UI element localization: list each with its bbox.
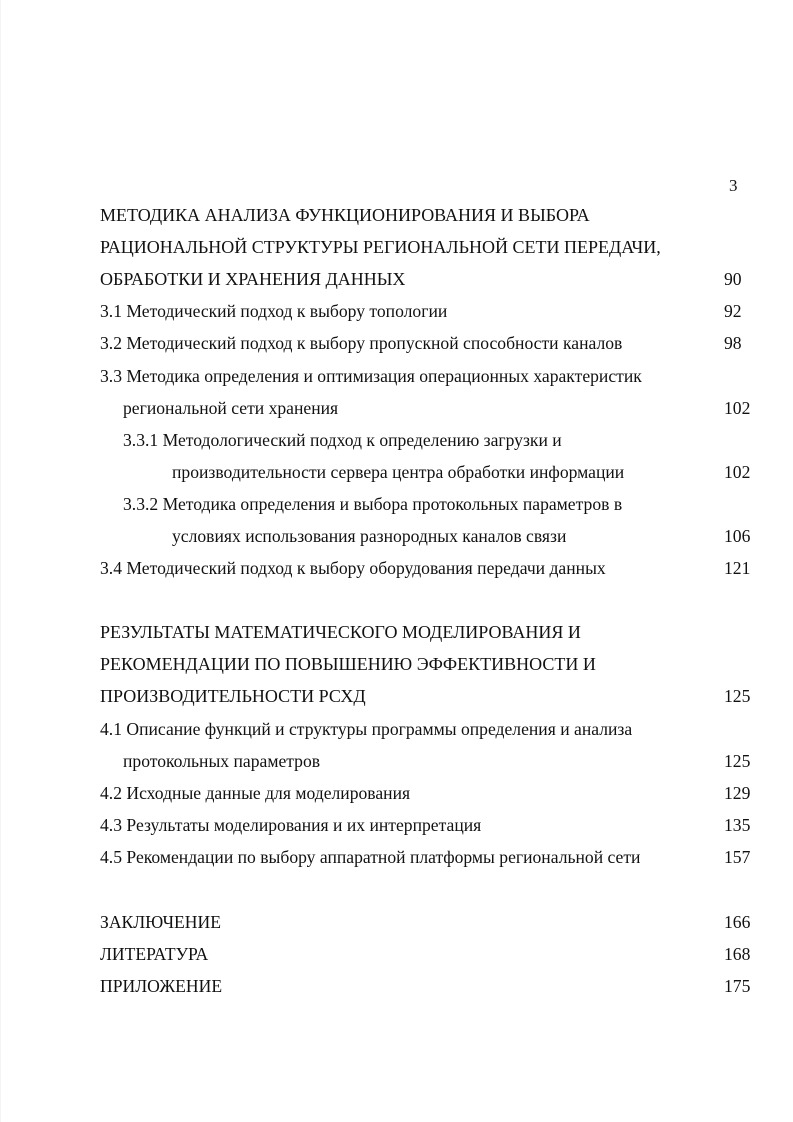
toc-page-number: 166: [724, 912, 751, 932]
toc-page-number: 129: [724, 783, 751, 803]
toc-page-number: 157: [724, 847, 751, 867]
toc-entry-text: ЛИТЕРАТУРА: [100, 944, 209, 964]
toc-entry-text: ОБРАБОТКИ И ХРАНЕНИЯ ДАННЫХ: [100, 269, 406, 289]
toc-page-number: 98: [724, 333, 742, 353]
toc-entry-text: 3.3.1 Методологический подход к определению загрузки и: [123, 430, 562, 450]
toc-page-number: 125: [724, 686, 751, 706]
toc-page-number: 121: [724, 558, 751, 578]
toc-entry-text: РЕКОМЕНДАЦИИ ПО ПОВЫШЕНИЮ ЭФФЕКТИВНОСТИ И: [100, 654, 596, 674]
toc-page-number: 106: [724, 526, 751, 546]
toc-page-number: 90: [724, 269, 742, 289]
toc-entry-text: 4.1 Описание функций и структуры программы определения и анализа: [100, 719, 633, 739]
toc-page-number: 125: [724, 751, 751, 771]
toc-entry-text: 3.4 Методический подход к выбору оборудования передачи данных: [100, 558, 606, 578]
toc-page-number: 168: [724, 944, 751, 964]
toc-entry-text: 4.3 Результаты моделирования и их интерпретация: [100, 815, 482, 835]
toc-entry-text: 4.5 Рекомендации по выбору аппаратной платформы региональной сети: [100, 847, 641, 867]
toc-page-number: 175: [724, 976, 751, 996]
toc-entry-text: 3.2 Методический подход к выбору пропускной способности каналов: [100, 333, 623, 353]
toc-entry-text: ПРИЛОЖЕНИЕ: [100, 976, 223, 996]
toc-entry-text: протокольных параметров: [123, 751, 321, 771]
toc-entry-text: производительности сервера центра обработки информации: [172, 462, 625, 482]
toc-entry-text: МЕТОДИКА АНАЛИЗА ФУНКЦИОНИРОВАНИЯ И ВЫБОРА: [100, 205, 590, 225]
toc-entry-text: региональной сети хранения: [123, 398, 339, 418]
toc-entry-text: 3.3 Методика определения и оптимизация операционных характеристик: [100, 366, 642, 386]
toc-page-number: 135: [724, 815, 751, 835]
toc-page-number: 102: [724, 398, 751, 418]
toc-entry-text: РЕЗУЛЬТАТЫ МАТЕМАТИЧЕСКОГО МОДЕЛИРОВАНИЯ И: [100, 622, 581, 642]
toc-entry-text: РАЦИОНАЛЬНОЙ СТРУКТУРЫ РЕГИОНАЛЬНОЙ СЕТИ ПЕРЕДАЧИ,: [100, 237, 661, 257]
toc-entry-text: 3.3.2 Методика определения и выбора протокольных параметров в: [123, 494, 623, 514]
toc-entry-text: ПРОИЗВОДИТЕЛЬНОСТИ РСХД: [100, 686, 366, 706]
toc-page-number: 92: [724, 301, 742, 321]
page-number: 3: [729, 176, 738, 195]
toc-entry-text: условиях использования разнородных каналов связи: [172, 526, 567, 546]
toc-entry-text: ЗАКЛЮЧЕНИЕ: [100, 912, 221, 932]
toc-entry-text: 4.2 Исходные данные для моделирования: [100, 783, 411, 803]
toc-entry-text: 3.1 Методический подход к выбору топологии: [100, 301, 448, 321]
toc-page-number: 102: [724, 462, 751, 482]
